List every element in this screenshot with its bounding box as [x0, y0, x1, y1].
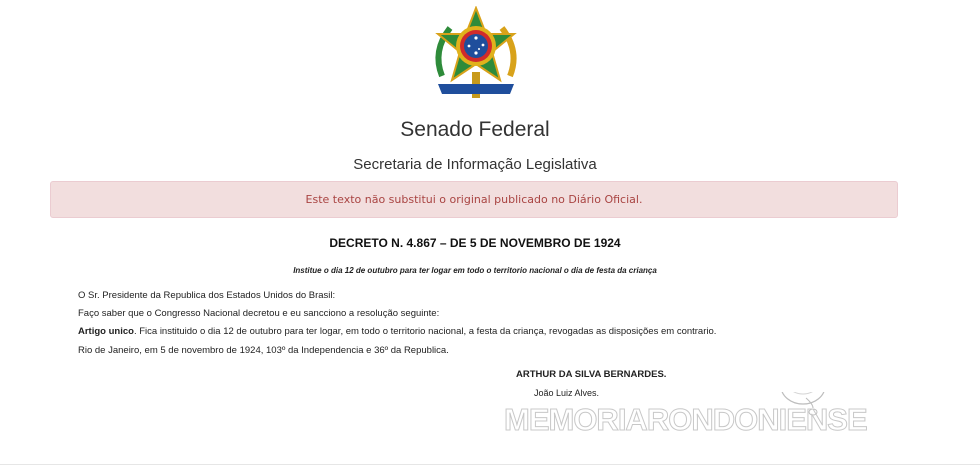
article-label: Artigo unico [78, 326, 134, 337]
page-subtitle: Secretaria de Informação Legislativa [353, 156, 597, 173]
disclaimer-alert [50, 181, 898, 218]
decree-title: DECRETO N. 4.867 – DE 5 DE NOVEMBRO DE 1924 [329, 236, 621, 250]
coat-of-arms-icon [428, 6, 524, 106]
disclaimer-text: Este texto não substitui o original publicado no Diário Oficial. [305, 193, 643, 206]
decree-ementa: Institue o dia 12 de outubro para ter logar em todo o territorio nacional o dia de festa da criança [293, 266, 657, 275]
article-text: . Fica instituido o dia 12 de outubro para ter logar, em todo o territorio nacional, a festa da criança, revogadas as disposições em contrario. [133, 326, 717, 337]
paragraph-congress: Faço saber que o Congresso Nacional decretou e eu sancciono a resolução seguinte: [78, 308, 440, 319]
paragraph-president: O Sr. Presidente da Republica dos Estados Unidos do Brasil: [78, 290, 336, 301]
signer-president: ARTHUR DA SILVA BERNARDES. [516, 369, 667, 380]
watermark-logo [500, 392, 930, 442]
footer-divider [0, 464, 980, 465]
watermark-text: MEMORIARONDONIENSE [504, 402, 867, 437]
signer-minister: João Luiz Alves. [534, 388, 600, 398]
page-title: Senado Federal [400, 118, 550, 141]
paragraph-date: Rio de Janeiro, em 5 de novembro de 1924, 103º da Independencia e 36º da Republica. [78, 345, 449, 356]
paragraph-article [78, 326, 716, 337]
